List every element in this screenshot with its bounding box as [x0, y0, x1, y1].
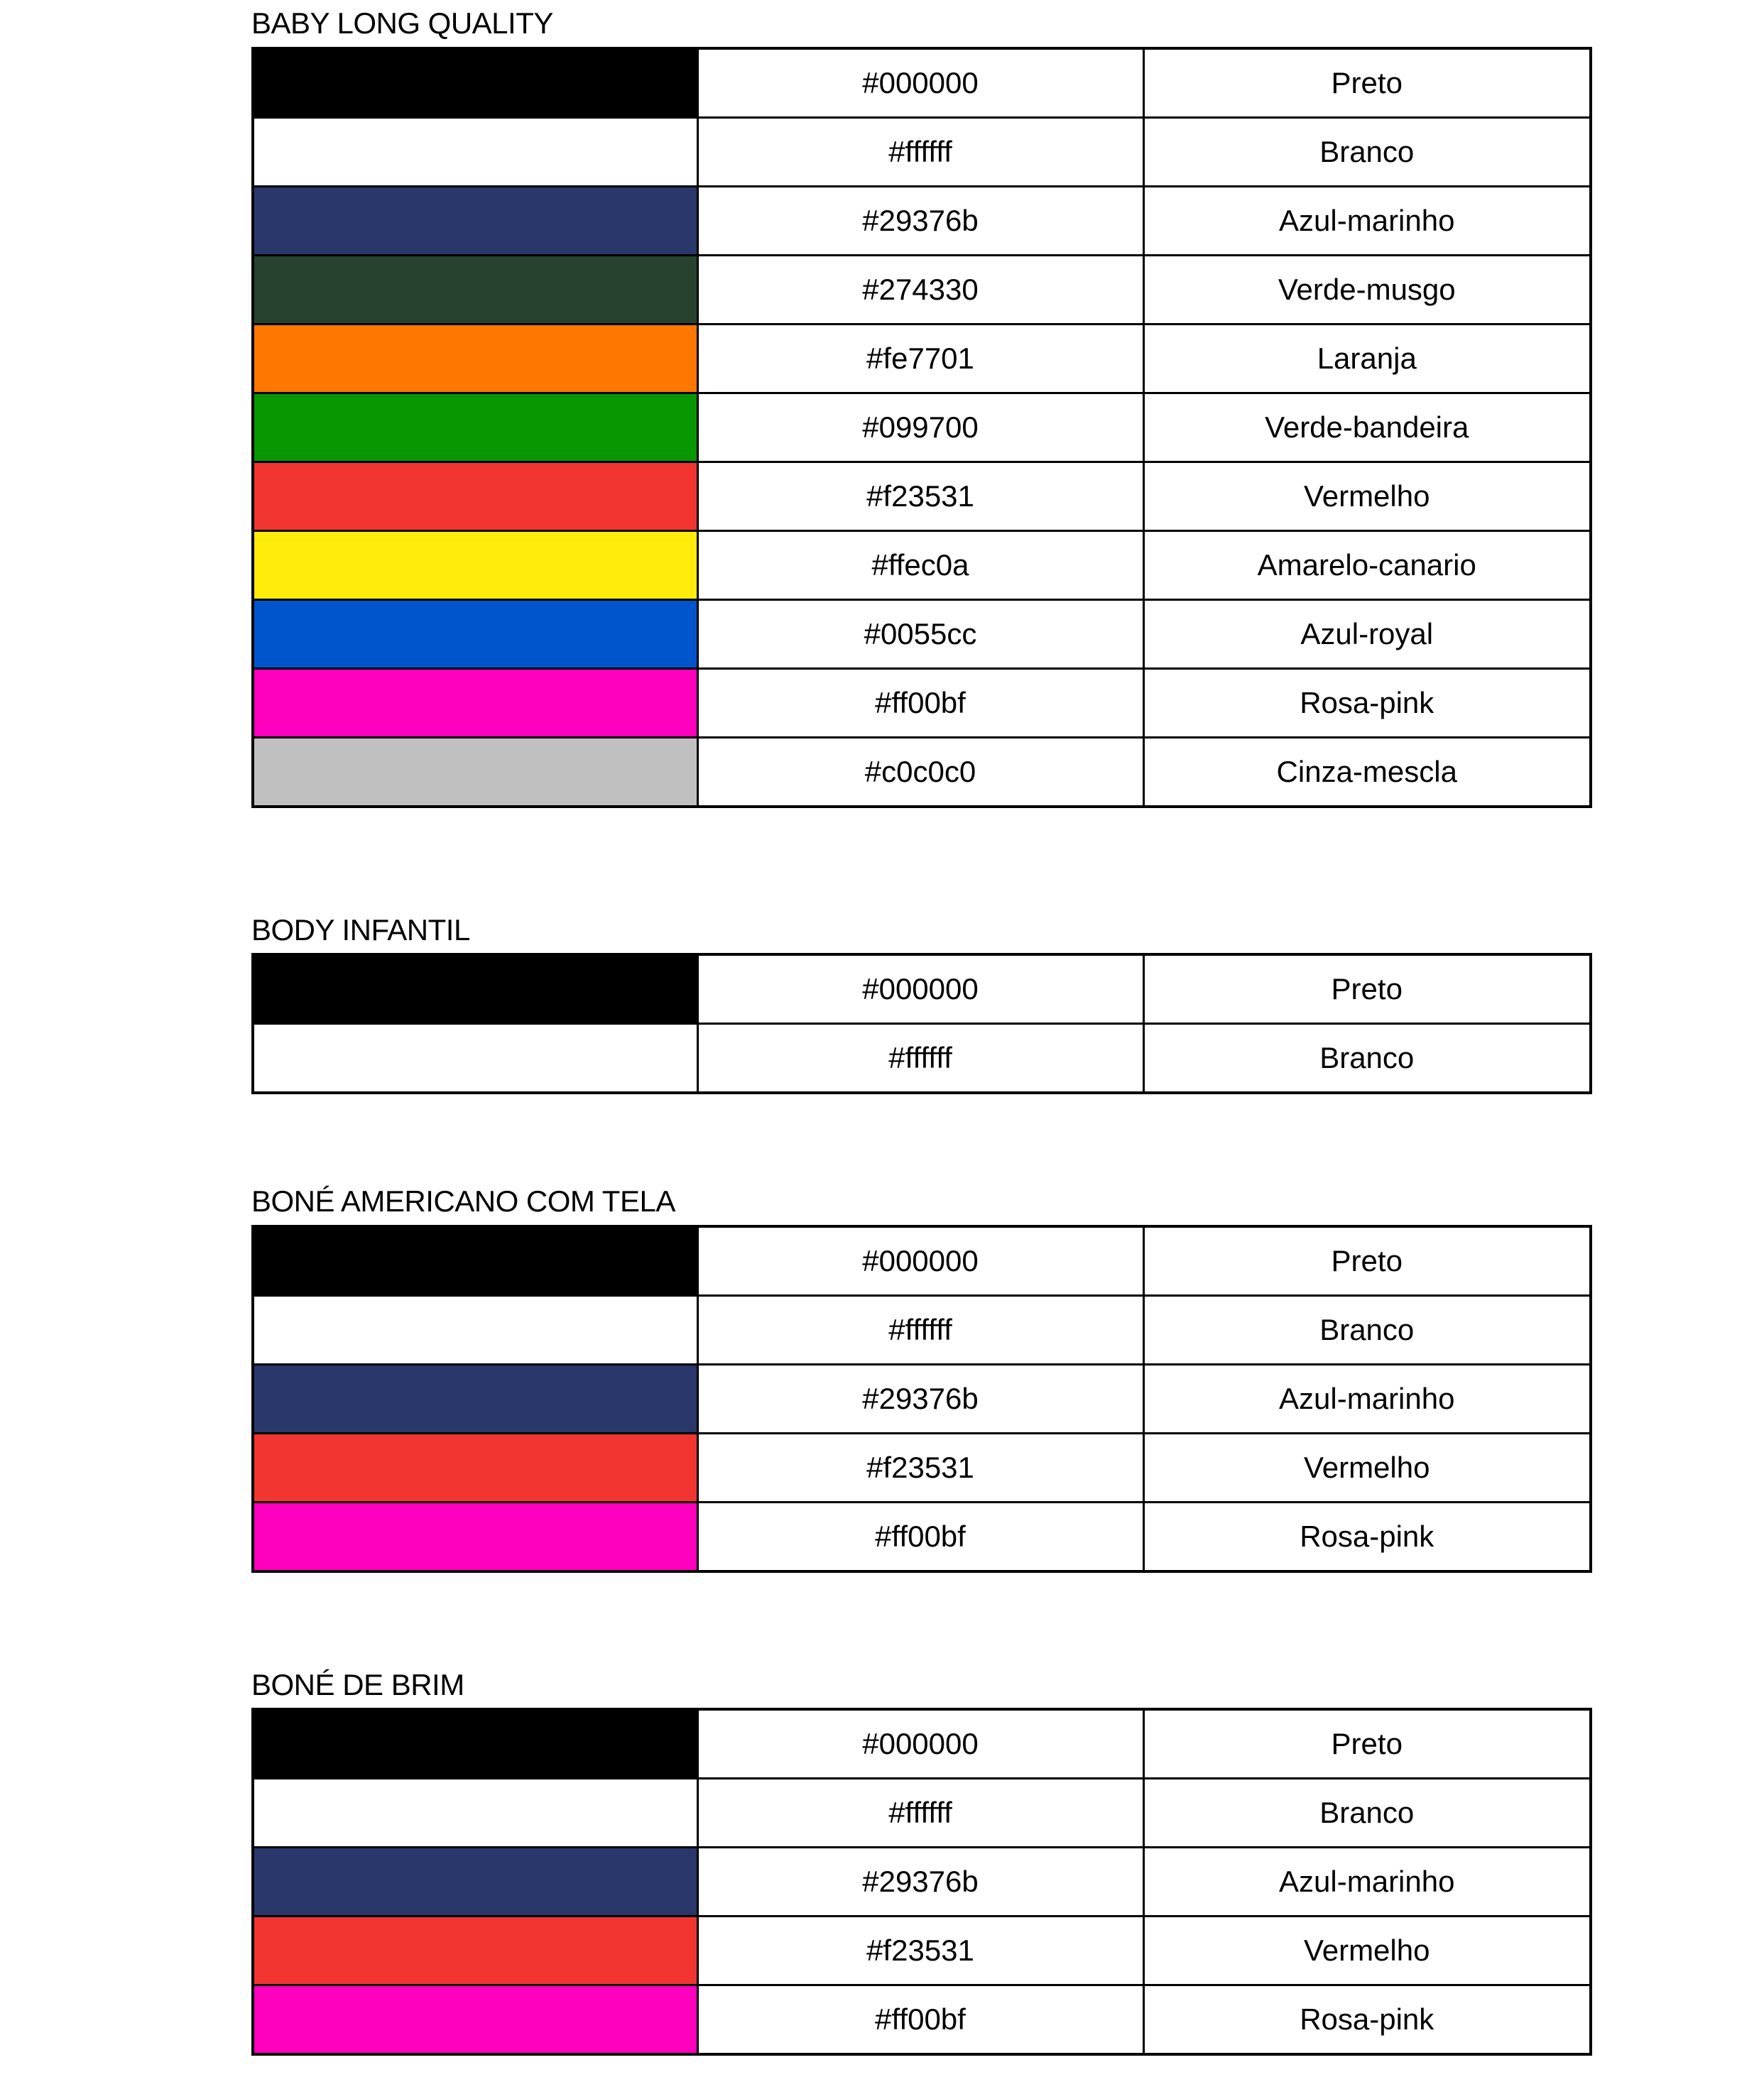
color-name: Azul-marinho [1143, 187, 1591, 256]
color-swatch [253, 531, 697, 600]
color-swatch [253, 1917, 697, 1985]
color-table [251, 47, 1592, 808]
color-swatch [253, 118, 697, 187]
color-hex-code: #ffffff [697, 118, 1143, 187]
color-row [253, 256, 1591, 325]
color-swatch [253, 1434, 697, 1503]
color-name: Azul-royal [1143, 600, 1591, 669]
color-swatch [253, 48, 697, 118]
color-name: Preto [1143, 1226, 1591, 1296]
color-hex-code: #29376b [697, 1848, 1143, 1917]
color-row [253, 1226, 1591, 1296]
color-swatch [253, 1503, 697, 1572]
color-hex-code: #29376b [697, 1365, 1143, 1434]
color-swatch [253, 1024, 697, 1094]
color-name: Branco [1143, 1024, 1591, 1094]
color-row [253, 738, 1591, 807]
color-swatch [253, 1296, 697, 1365]
color-row [253, 1503, 1591, 1572]
color-swatch [253, 393, 697, 462]
color-name: Vermelho [1143, 1917, 1591, 1985]
color-row [253, 462, 1591, 531]
color-name: Rosa-pink [1143, 1985, 1591, 2055]
color-row [253, 1779, 1591, 1848]
color-hex-code: #ff00bf [697, 1503, 1143, 1572]
color-name: Branco [1143, 1296, 1591, 1365]
color-row [253, 325, 1591, 393]
color-hex-code: #ffffff [697, 1024, 1143, 1094]
color-hex-code: #ff00bf [697, 1985, 1143, 2055]
color-swatch [253, 256, 697, 325]
section-title: BONÉ AMERICANO COM TELA [251, 1184, 675, 1218]
color-row [253, 1296, 1591, 1365]
color-row [253, 954, 1591, 1024]
color-row [253, 600, 1591, 669]
color-hex-code: #29376b [697, 187, 1143, 256]
color-row [253, 187, 1591, 256]
color-swatch [253, 462, 697, 531]
color-row [253, 1848, 1591, 1917]
color-row [253, 1985, 1591, 2055]
color-hex-code: #ffffff [697, 1296, 1143, 1365]
color-swatch [253, 187, 697, 256]
color-row [253, 118, 1591, 187]
color-swatch [253, 1226, 697, 1296]
color-table [251, 1708, 1592, 2056]
section-title: BABY LONG QUALITY [251, 6, 553, 40]
color-table [251, 1225, 1592, 1573]
color-swatch [253, 325, 697, 393]
color-name: Branco [1143, 118, 1591, 187]
color-row [253, 531, 1591, 600]
section-title: BONÉ DE BRIM [251, 1668, 464, 1701]
color-hex-code: #f23531 [697, 1917, 1143, 1985]
color-hex-code: #000000 [697, 1226, 1143, 1296]
color-hex-code: #274330 [697, 256, 1143, 325]
color-row [253, 48, 1591, 118]
color-row [253, 1709, 1591, 1779]
color-swatch [253, 600, 697, 669]
color-swatch [253, 1365, 697, 1434]
color-row [253, 1434, 1591, 1503]
color-name: Azul-marinho [1143, 1365, 1591, 1434]
color-hex-code: #000000 [697, 954, 1143, 1024]
color-swatch [253, 1709, 697, 1779]
color-name: Azul-marinho [1143, 1848, 1591, 1917]
color-hex-code: #f23531 [697, 462, 1143, 531]
color-name: Vermelho [1143, 462, 1591, 531]
color-swatch [253, 1985, 697, 2055]
color-row [253, 669, 1591, 738]
color-hex-code: #c0c0c0 [697, 738, 1143, 807]
color-swatch [253, 738, 697, 807]
color-name: Branco [1143, 1779, 1591, 1848]
color-name: Verde-musgo [1143, 256, 1591, 325]
color-name: Laranja [1143, 325, 1591, 393]
color-hex-code: #ffffff [697, 1779, 1143, 1848]
color-name: Preto [1143, 48, 1591, 118]
section-title: BODY INFANTIL [251, 913, 470, 947]
color-row [253, 1024, 1591, 1094]
color-name: Amarelo-canario [1143, 531, 1591, 600]
color-name: Rosa-pink [1143, 669, 1591, 738]
color-name: Preto [1143, 954, 1591, 1024]
color-name: Cinza-mescla [1143, 738, 1591, 807]
color-swatch [253, 954, 697, 1024]
color-name: Verde-bandeira [1143, 393, 1591, 462]
color-table [251, 953, 1592, 1094]
color-row [253, 1917, 1591, 1985]
color-swatch [253, 1848, 697, 1917]
color-swatch [253, 669, 697, 738]
color-swatch [253, 1779, 697, 1848]
color-hex-code: #000000 [697, 1709, 1143, 1779]
color-hex-code: #ff00bf [697, 669, 1143, 738]
color-name: Rosa-pink [1143, 1503, 1591, 1572]
color-hex-code: #0055cc [697, 600, 1143, 669]
color-name: Preto [1143, 1709, 1591, 1779]
color-hex-code: #099700 [697, 393, 1143, 462]
color-hex-code: #f23531 [697, 1434, 1143, 1503]
color-hex-code: #000000 [697, 48, 1143, 118]
color-hex-code: #fe7701 [697, 325, 1143, 393]
color-row [253, 393, 1591, 462]
color-name: Vermelho [1143, 1434, 1591, 1503]
color-hex-code: #ffec0a [697, 531, 1143, 600]
color-row [253, 1365, 1591, 1434]
